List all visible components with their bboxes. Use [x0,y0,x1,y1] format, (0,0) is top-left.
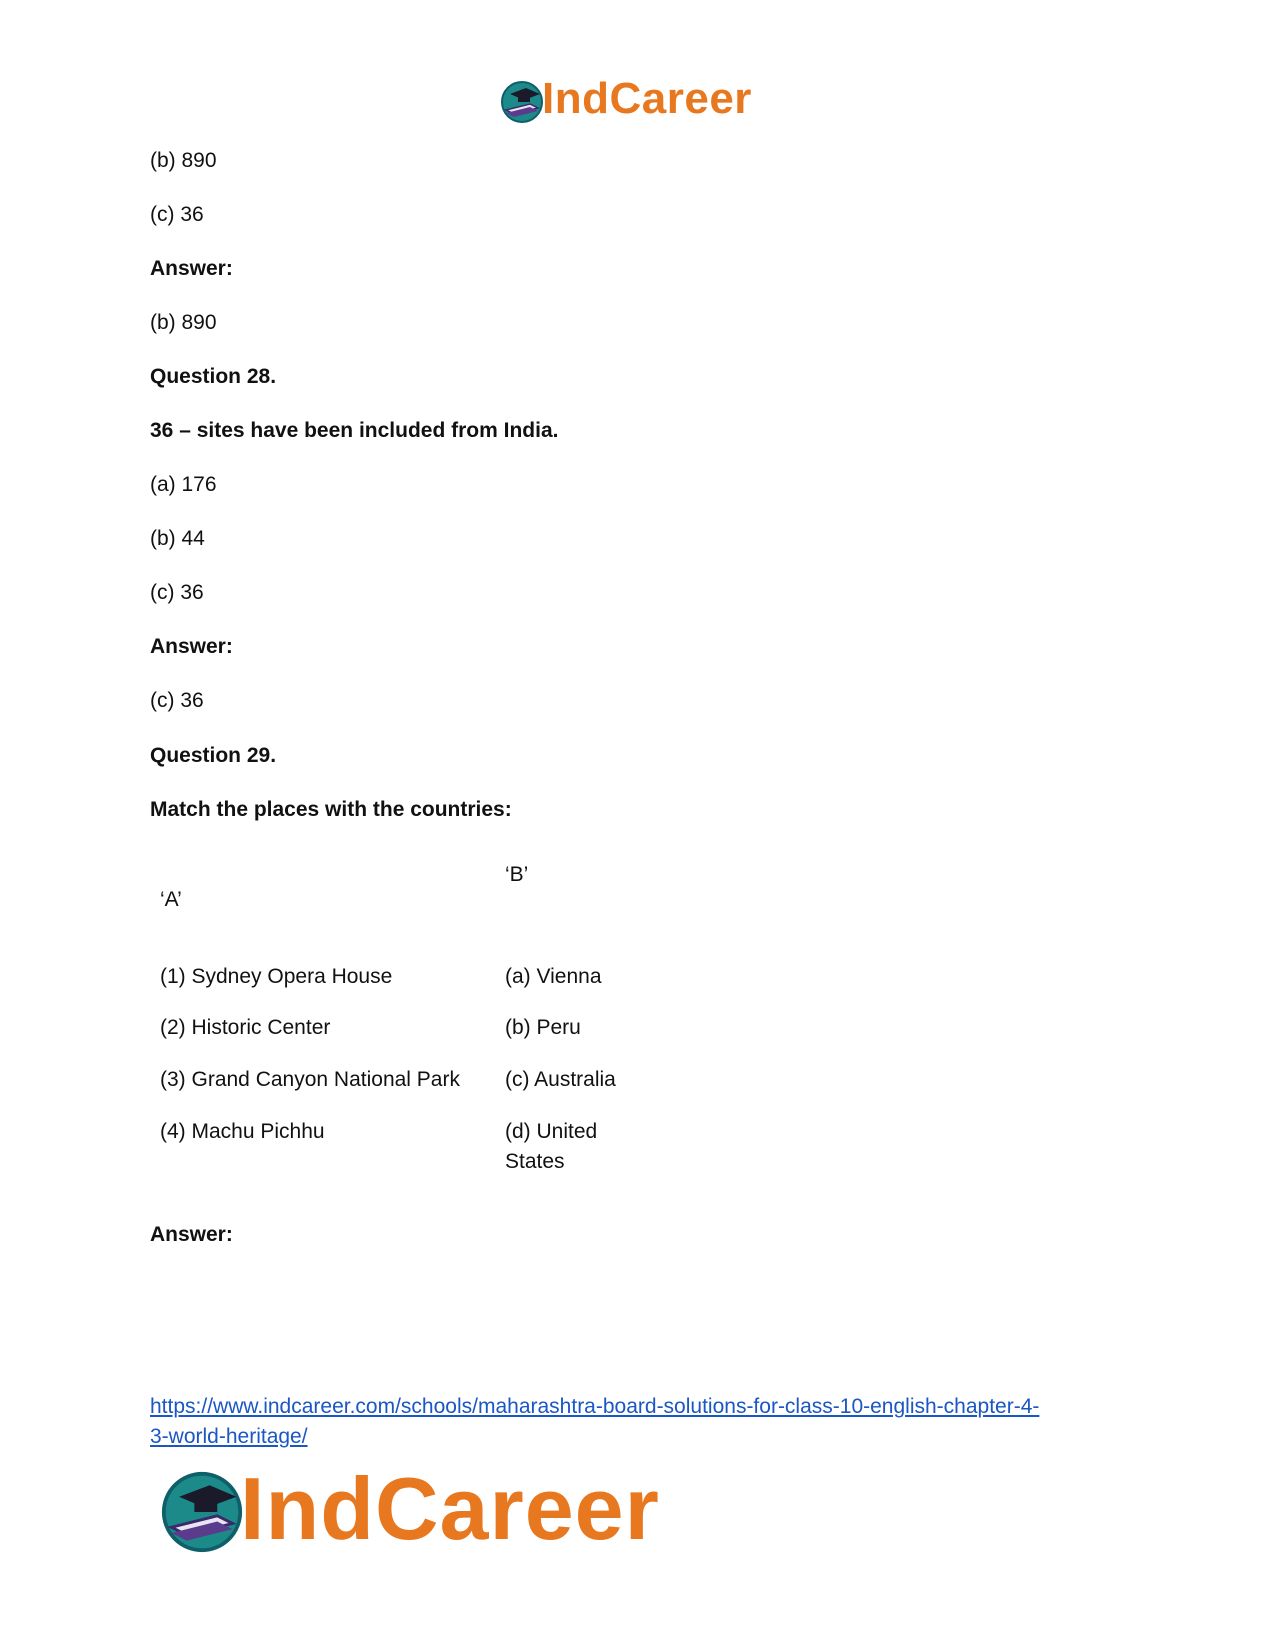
country-cell: (d) United [505,1120,598,1143]
question-text: Match the places with the countries: [150,798,512,821]
answer-value: (c) 36 [150,689,204,712]
answer-label: Answer: [150,1223,233,1246]
country-cell: (c) Australia [505,1068,616,1091]
question-number: Question 28. [150,365,277,388]
column-b-header: ‘B’ [505,863,529,886]
answer-label: Answer: [150,257,233,280]
place-cell: (4) Machu Pichhu [160,1120,325,1143]
source-url-line-1[interactable]: https://www.indcareer.com/schools/maharashtra-board-solutions-for-class-10-english-chapter-4- [150,1395,1040,1418]
footer-logo [160,1459,700,1560]
column-a-header: ‘A’ [160,888,182,911]
brand-name: IndCareer [542,74,752,123]
graduation-book-globe-icon [500,80,544,124]
question-number: Question 29. [150,744,277,767]
option-line: (c) 36 [150,203,204,226]
answer-value: (b) 890 [150,311,217,334]
country-cell: (a) Vienna [505,965,602,988]
source-url-link[interactable] [150,1392,1130,1452]
option-line: (a) 176 [150,473,217,496]
place-cell: (2) Historic Center [160,1016,331,1039]
option-line: (b) 890 [150,149,217,172]
place-cell: (1) Sydney Opera House [160,965,393,988]
option-line: (b) 44 [150,527,205,550]
graduation-book-globe-icon [160,1470,244,1554]
answer-label: Answer: [150,635,233,658]
header-logo [500,74,770,128]
option-line: (c) 36 [150,581,204,604]
place-cell: (3) Grand Canyon National Park [160,1068,460,1091]
brand-name: IndCareer [240,1459,660,1558]
question-text: 36 – sites have been included from India. [150,419,559,442]
source-url-line-2[interactable]: 3-world-heritage/ [150,1425,308,1448]
country-cell-continued: States [505,1150,565,1173]
country-cell: (b) Peru [505,1016,581,1039]
